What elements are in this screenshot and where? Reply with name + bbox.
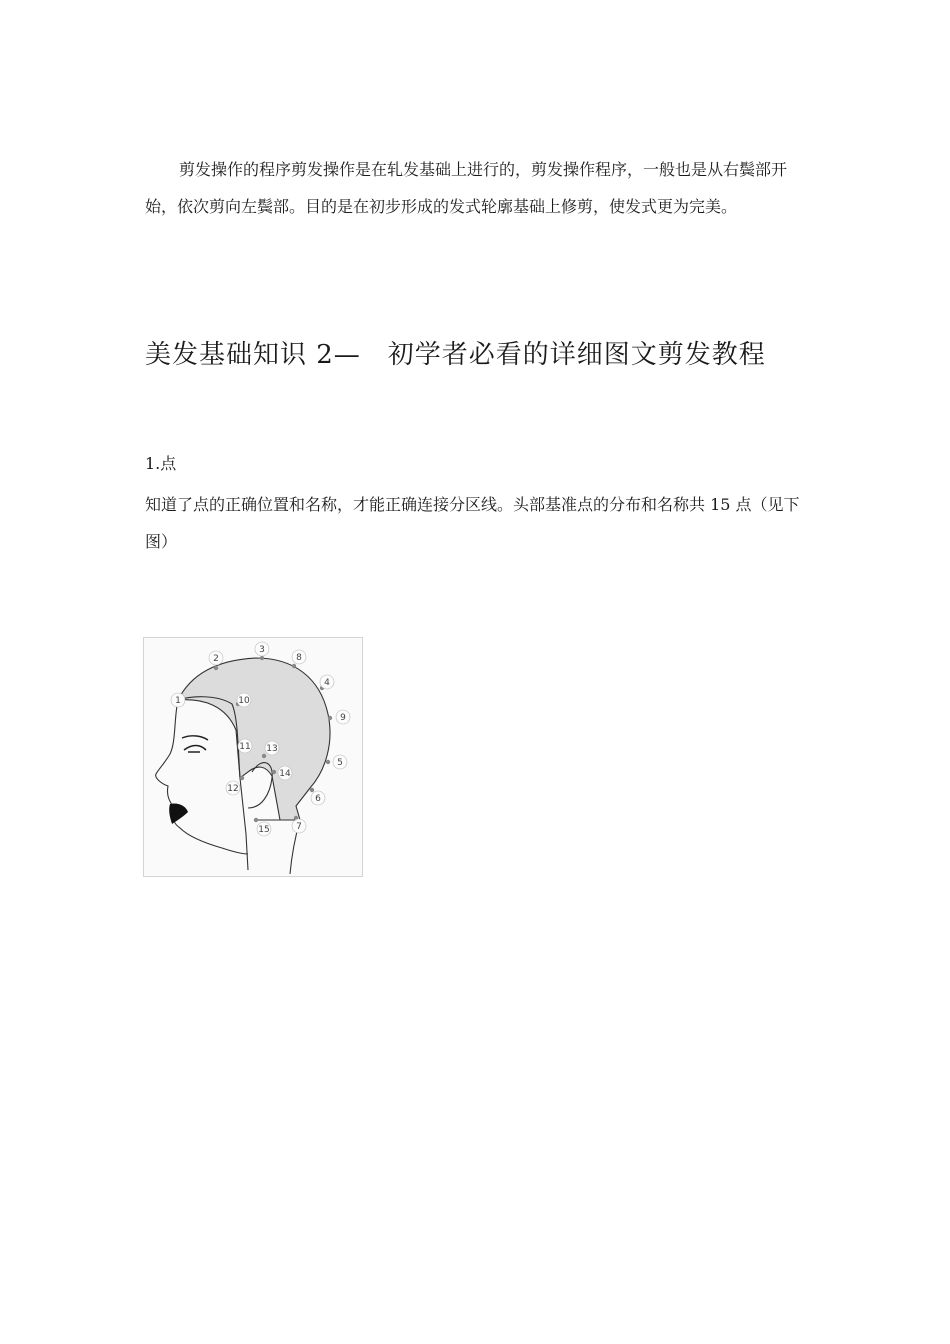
- reference-point-label: 7: [296, 822, 302, 832]
- reference-point-label: 3: [259, 645, 265, 655]
- reference-point-dot: [260, 656, 264, 660]
- reference-point-label: 15: [258, 825, 270, 835]
- head-reference-points-figure: [143, 637, 363, 877]
- reference-point-dot: [272, 770, 276, 774]
- eyebrow: [182, 736, 208, 740]
- reference-point-label: 9: [340, 713, 346, 723]
- section-number: 1.点: [145, 454, 177, 473]
- section-body: 知道了点的正确位置和名称，才能正确连接分区线。头部基准点的分布和名称共 15 点（见下图）: [145, 495, 800, 551]
- lips: [169, 803, 188, 824]
- intro-paragraph: 剪发操作的程序剪发操作是在轧发基础上进行的，剪发操作程序，一般也是从右鬓部开始，依次剪向左鬓部。目的是在初步形成的发式轮廓基础上修剪，使发式更为完美。: [145, 160, 788, 216]
- reference-point-dot: [214, 666, 218, 670]
- reference-point-label: 2: [213, 654, 219, 664]
- reference-point-label: 12: [227, 784, 239, 794]
- reference-point-dot: [310, 788, 314, 792]
- reference-point-label: 14: [279, 769, 291, 779]
- eye: [184, 746, 206, 753]
- reference-point-label: 4: [324, 678, 330, 688]
- page-heading: 美发基础知识 2— 初学者必看的详细图文剪发教程: [145, 340, 766, 370]
- reference-point-label: 10: [238, 696, 250, 706]
- reference-point-label: 11: [239, 742, 251, 752]
- reference-point-label: 13: [266, 744, 278, 754]
- reference-point-dot: [240, 776, 244, 780]
- hair-region: [178, 658, 330, 820]
- reference-point-label: 6: [315, 794, 321, 804]
- reference-point-dot: [292, 664, 296, 668]
- reference-point-dot: [326, 760, 330, 764]
- reference-point-dot: [262, 754, 266, 758]
- reference-point-label: 8: [296, 653, 302, 663]
- head-profile-diagram: [144, 638, 362, 876]
- reference-point-dot: [254, 818, 258, 822]
- reference-point-label: 1: [175, 696, 181, 706]
- reference-point-label: 5: [337, 758, 343, 768]
- reference-point-dot: [328, 716, 332, 720]
